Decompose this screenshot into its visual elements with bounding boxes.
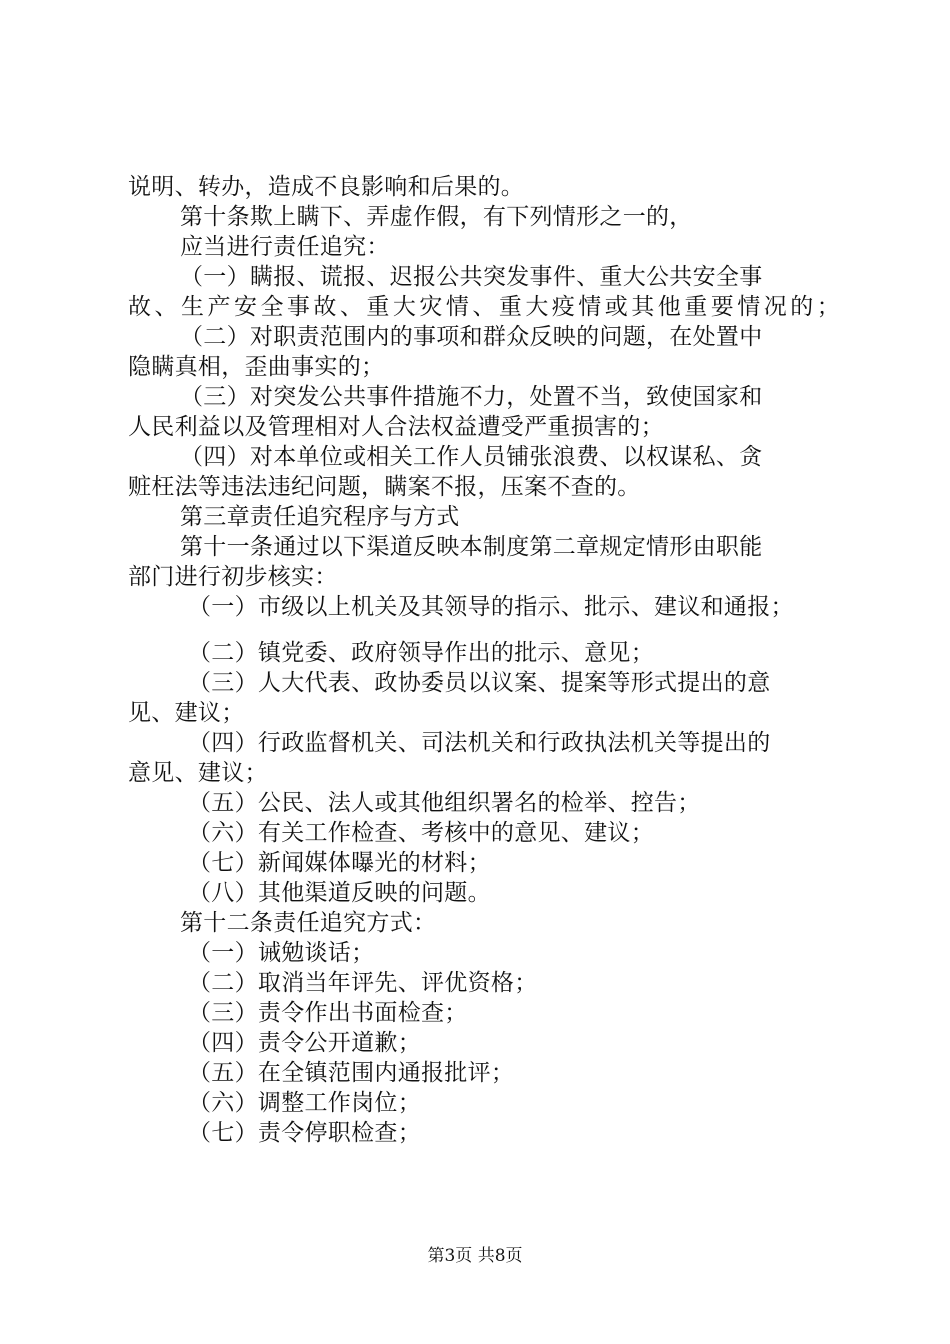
list-item: （二）对职责范围内的事项和群众反映的问题，在处置中: [180, 324, 763, 350]
list-item: （三）对突发公共事件措施不力，处置不当，致使国家和: [180, 384, 763, 410]
list-item: （五）公民、法人或其他组织署名的检举、控告；: [188, 790, 701, 816]
text-line: 意见、建议；: [128, 760, 268, 786]
list-item: （二）镇党委、政府领导作出的批示、意见；: [188, 640, 654, 666]
list-item: （四）责令公开道歉；: [188, 1030, 421, 1056]
list-item: （三）责令作出书面检查；: [188, 1000, 468, 1026]
text-line: 隐瞒真相，歪曲事实的；: [128, 354, 385, 380]
text-line: 人民利益以及管理相对人合法权益遭受严重损害的；: [128, 414, 664, 440]
text-line: 说明、转办，造成不良影响和后果的。: [128, 174, 525, 200]
list-item: （四）行政监督机关、司法机关和行政执法机关等提出的: [188, 730, 771, 756]
text-line: 应当进行责任追究：: [180, 234, 390, 260]
list-item: （七）新闻媒体曝光的材料；: [188, 850, 491, 876]
page-footer: 第3页 共8页: [427, 1246, 523, 1266]
blank-gap: [128, 622, 840, 638]
list-item: （六）调整工作岗位；: [188, 1090, 421, 1116]
text-line: 见、建议；: [128, 700, 245, 726]
list-item: （三）人大代表、政协委员以议案、提案等形式提出的意: [188, 670, 771, 696]
list-item: （一）市级以上机关及其领导的指示、批示、建议和通报；: [188, 594, 794, 620]
list-item: （八）其他渠道反映的问题。: [188, 880, 491, 906]
text-line: 赃枉法等违法违纪问题，瞒案不报，压案不查的。: [128, 474, 641, 500]
list-item: （一）瞒报、谎报、迟报公共突发事件、重大公共安全事: [180, 264, 763, 290]
list-item: （七）责令停职检查；: [188, 1120, 421, 1146]
article-heading: 第十一条通过以下渠道反映本制度第二章规定情形由职能: [180, 534, 763, 560]
chapter-heading: 第三章责任追究程序与方式: [180, 504, 460, 530]
article-heading: 第十二条责任追究方式：: [180, 910, 437, 936]
list-item: （二）取消当年评先、评优资格；: [188, 970, 538, 996]
text-line: 故、生产安全事故、重大灾情、重大疫情或其他重要情况的；: [128, 294, 840, 320]
list-item: （一）诫勉谈话；: [188, 940, 375, 966]
list-item: （四）对本单位或相关工作人员铺张浪费、以权谋私、贪: [180, 444, 763, 470]
article-heading: 第十条欺上瞒下、弄虚作假，有下列情形之一的，: [180, 204, 693, 230]
document-body: [128, 172, 840, 1148]
list-item: （五）在全镇范围内通报批评；: [188, 1060, 515, 1086]
list-item: （六）有关工作检查、考核中的意见、建议；: [188, 820, 654, 846]
text-line: 部门进行初步核实：: [128, 564, 338, 590]
